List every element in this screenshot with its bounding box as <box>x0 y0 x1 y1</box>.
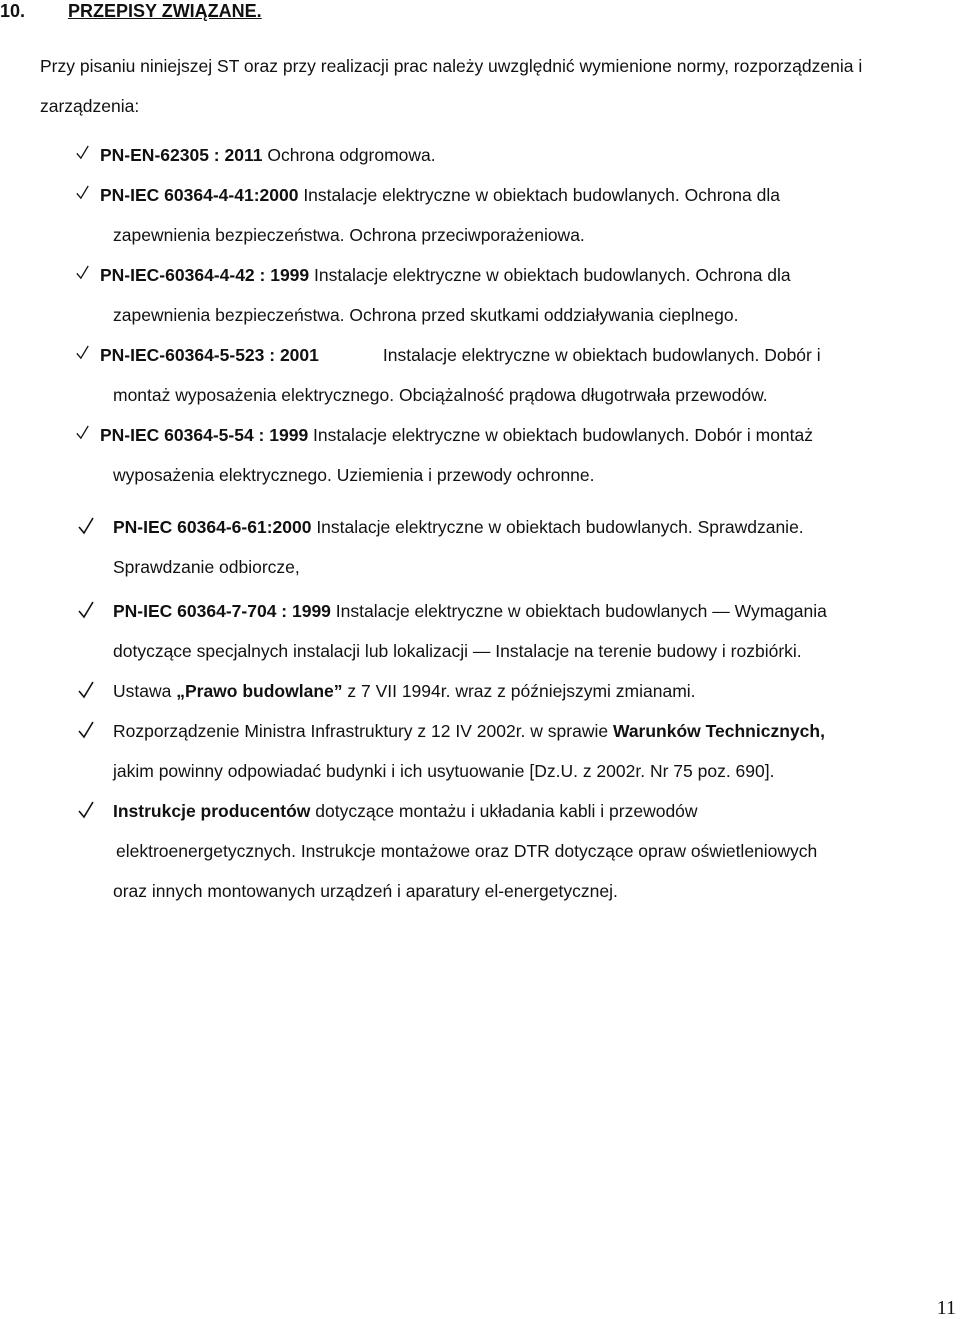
list-item <box>0 671 960 711</box>
standard-code: PN-EN-62305 : 2011 <box>100 145 263 165</box>
list-item <box>0 711 960 791</box>
standard-description-continued: wyposażenia elektrycznego. Uziemienia i przewody ochronne. <box>113 465 595 485</box>
standard-code: PN-IEC 60364-7-704 : 1999 <box>113 601 331 621</box>
standard-description-continued: montaż wyposażenia elektrycznego. Obciążalność prądowa długotrwała przewodów. <box>113 385 768 405</box>
regulation-description-continued: jakim powinny odpowiadać budynki i ich usytuowanie [Dz.U. z 2002r. Nr 75 poz. 690]. <box>113 761 775 781</box>
standard-description-continued: dotyczące specjalnych instalacji lub lokalizacji — Instalacje na terenie budowy i rozbiórki. <box>113 641 802 661</box>
standard-description-continued: Sprawdzanie odbiorcze, <box>113 557 300 577</box>
checkmark-icon <box>76 265 89 280</box>
list-item <box>0 507 960 587</box>
standard-description: Instalacje elektryczne w obiektach budowlanych. Ochrona dla <box>298 185 780 205</box>
regulation-title: Warunków Technicznych, <box>612 721 825 741</box>
checkmark-icon <box>78 517 94 535</box>
standard-code: PN-IEC 60364-6-61:2000 <box>113 517 312 537</box>
list-item <box>0 415 960 495</box>
standard-description: Instalacje elektryczne w obiektach budowlanych — Wymagania <box>330 601 827 621</box>
list-item <box>0 791 960 911</box>
checkmark-icon <box>78 721 94 739</box>
instructions-description-end: oraz innych montowanych urządzeń i aparatury el-energetycznej. <box>113 881 618 901</box>
standard-code: PN-IEC 60364-5-54 : 1999 <box>100 425 309 445</box>
standard-description-continued: zapewnienia bezpieczeństwa. Ochrona przeciwporażeniowa. <box>113 225 585 245</box>
instructions-description: dotyczące montażu i układania kabli i przewodów <box>310 801 698 821</box>
standard-description: Instalacje elektryczne w obiektach budowlanych. Dobór i <box>382 345 821 365</box>
standard-code: PN-IEC 60364-4-41:2000 <box>100 185 299 205</box>
checkmark-icon <box>76 425 89 440</box>
checkmark-icon <box>78 681 94 699</box>
standard-description: Ochrona odgromowa. <box>262 145 436 165</box>
intro-paragraph: Przy pisaniu niniejszej ST oraz przy realizacji prac należy uwzględnić wymienione normy, rozporządzenia i zarządzenia: <box>40 56 863 116</box>
list-item <box>0 335 960 415</box>
checkmark-icon <box>76 345 89 360</box>
standard-description: Instalacje elektryczne w obiektach budowlanych. Sprawdzanie. <box>311 517 804 537</box>
standard-description-continued: zapewnienia bezpieczeństwa. Ochrona przed skutkami oddziaływania cieplnego. <box>113 305 739 325</box>
list-item <box>0 255 960 335</box>
checkmark-icon <box>76 185 89 200</box>
law-description: z 7 VII 1994r. wraz z późniejszymi zmianami. <box>342 681 696 701</box>
instructions-description-continued: elektroenergetycznych. Instrukcje montażowe oraz DTR dotyczące opraw oświetleniowych <box>116 841 818 861</box>
law-title: „Prawo budowlane” <box>176 681 343 701</box>
checkmark-icon <box>76 145 89 160</box>
checkmark-icon <box>78 801 94 819</box>
list-item <box>0 135 960 175</box>
law-prefix: Ustawa <box>113 681 177 701</box>
section-heading <box>0 0 262 22</box>
regulation-prefix: Rozporządzenie Ministra Infrastruktury z 12 IV 2002r. w sprawie <box>113 721 613 741</box>
section-number: 10. <box>0 1 26 21</box>
instructions-title: Instrukcje producentów <box>113 801 311 821</box>
list-item <box>0 175 960 255</box>
section-title: PRZEPISY ZWIĄZANE. <box>68 1 262 21</box>
standard-description: Instalacje elektryczne w obiektach budowlanych. Dobór i montaż <box>308 425 814 445</box>
standard-description: Instalacje elektryczne w obiektach budowlanych. Ochrona dla <box>309 265 791 285</box>
page-number: 11 <box>936 1297 956 1319</box>
checkmark-icon <box>78 601 94 619</box>
standard-code: PN-IEC-60364-5-523 : 2001 <box>100 345 319 365</box>
standard-code: PN-IEC-60364-4-42 : 1999 <box>100 265 310 285</box>
regulations-list <box>0 135 960 911</box>
list-item <box>0 591 960 671</box>
